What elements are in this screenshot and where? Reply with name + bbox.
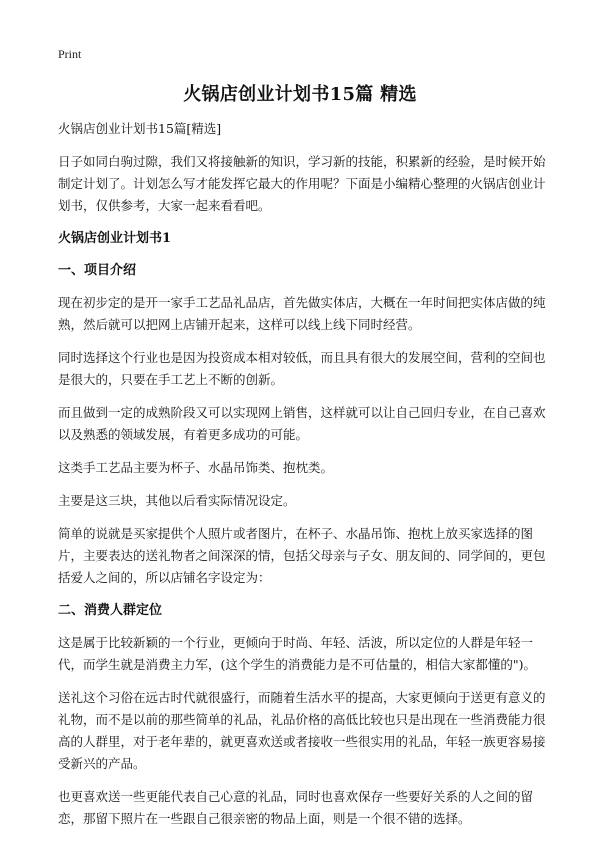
section2-paragraph: 送礼这个习俗在远古时代就很盛行，而随着生活水平的提高，大家更倾向于送更有意义的礼物，而不是以前的那些简单的礼品，礼品价格的高低比较也只是出现在一些消费能力很高的人群里，对于老年辈的，就更喜欢送或者接收一些很实用的礼品，年轻一族更容易接受新兴的产品。 (58, 690, 546, 771)
section1-paragraph: 现在初步定的是开一家手工艺品礼品店，首先做实体店，大概在一年时间把实体店做的纯熟，然后就可以把网上店铺开起来，这样可以线上线下同时经营。 (58, 295, 546, 332)
print-label: Print (58, 47, 82, 61)
section-heading-project-intro: 一、项目介绍 (58, 263, 137, 278)
section1-paragraph: 同时选择这个行业也是因为投资成本相对较低，而且具有很大的发展空间，营利的空间也是很大的，只要在手工艺上不断的创新。 (58, 350, 546, 387)
section1-paragraph: 简单的说就是买家提供个人照片或者图片，在杯子、水晶吊饰、抱枕上放买家选择的图片，主要表达的送礼物者之间深深的情，包括父母亲与子女、朋友间的、同学间的，更包括爱人之间的，所以店铺名字设定为： (58, 526, 546, 585)
section2-paragraph: 也更喜欢送一些更能代表自己心意的礼品，同时也喜欢保存一些要好关系的人之间的留恋，那留下照片在一些跟自己很亲密的物品上面，则是一个很不错的选择。 (58, 789, 534, 826)
section2-paragraph: 这是属于比较新颖的一个行业，更倾向于时尚、年轻、活波，所以定位的人群是年轻一代，而学生就是消费主力军，(这个学生的消费能力是不可估量的，相信大家都懂的")。 (58, 635, 537, 672)
page-subtitle: 火锅店创业计划书15篇[精选] (58, 121, 222, 136)
intro-paragraph: 日子如同白驹过隙，我们又将接触新的知识，学习新的技能，积累新的经验，是时候开始制定计划了。计划怎么写才能发挥它最大的作用呢？下面是小编精心整理的火锅店创业计划书，仅供参考，大家一起来看看吧。 (58, 154, 546, 213)
section1-paragraph: 主要是这三块，其他以后看实际情况设定。 (58, 493, 296, 508)
document-body (58, 151, 548, 841)
section1-paragraph: 而且做到一定的成熟阶段又可以实现网上销售，这样就可以让自己回归专业，在自己喜欢以及熟悉的领域发展，有着更多成功的可能。 (58, 405, 546, 442)
section1-paragraph: 这类手工艺品主要为杯子、水晶吊饰类、抱枕类。 (58, 460, 334, 475)
page-title: 火锅店创业计划书15篇 精选 (183, 84, 417, 105)
plan-heading: 火锅店创业计划书1 (58, 231, 172, 246)
section-heading-target-customers: 二、消费人群定位 (58, 603, 163, 618)
